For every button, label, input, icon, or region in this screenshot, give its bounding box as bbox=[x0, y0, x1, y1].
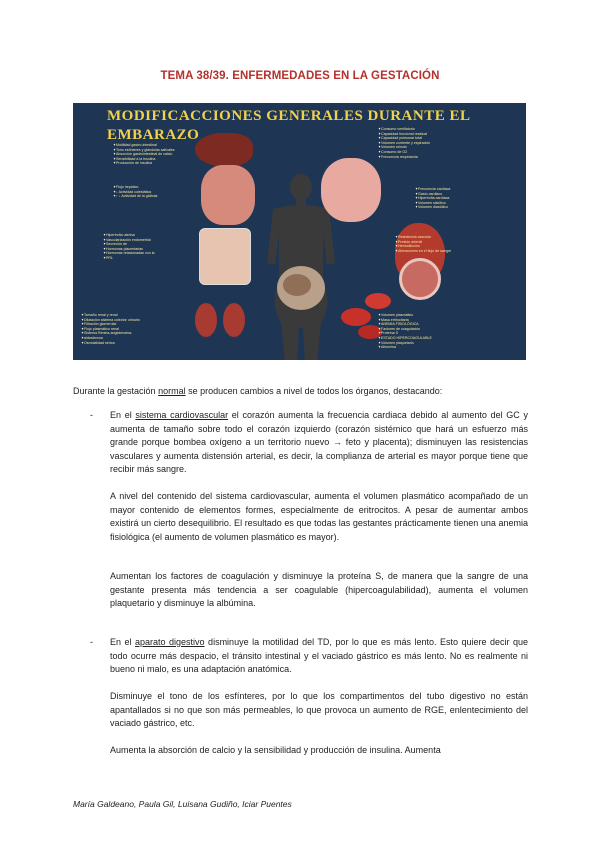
poster-blood-item: ✦ Factores de coagulación bbox=[378, 327, 432, 332]
poster-uterus-list bbox=[103, 233, 155, 261]
poster-blood-item: ✦ Albúmina bbox=[378, 345, 432, 350]
footer-authors: María Galdeano, Paula Gil, Luisana Gudiño, Iciar Puentes bbox=[73, 799, 292, 809]
page-title: TEMA 38/39. ENFERMEDADES EN LA GESTACIÓN bbox=[160, 70, 440, 82]
poster-respiratory-item: ✦ Volumen corriente y espiración bbox=[378, 141, 430, 146]
lungs-illustration bbox=[321, 158, 381, 222]
cell-illustration bbox=[399, 258, 441, 300]
poster-respiratory-item: ✦ Capacidad pulmonar total bbox=[378, 136, 430, 141]
cardio-text: el corazón aumenta la frecuencia cardiaca debido al aumento del GC y aumenta de tamaño sobre todo el corazón izquierdo (corazón sistémico que hará un esfuerzo más grande porque bombea oxígeno a un territorio nuevo → feto y placenta); disminuyen las resistencias vasculares y aumenta distensión arterial, es decir, la complianza de arterial es mayor porque tiene que recibir más sangre. bbox=[110, 410, 528, 475]
digestive-paragraph-1 bbox=[110, 636, 528, 677]
poster-title-line-2: EMBARAZO bbox=[107, 127, 200, 143]
poster-kidney-item: ✦ Flujo plasmático renal bbox=[81, 327, 140, 332]
poster-uterus-item: ✦ Secreción de bbox=[103, 242, 155, 247]
poster-respiratory-item: ✦ Consumo de O2 bbox=[378, 150, 430, 155]
kidneys-illustration bbox=[195, 303, 217, 337]
poster-blood-list bbox=[378, 313, 432, 350]
poster-blood-item: ✦ Volumen plasmático bbox=[378, 313, 432, 318]
red-blood-cells-illustration bbox=[341, 308, 371, 326]
poster-kidney-item: ✦ Tamaño renal y renal bbox=[81, 313, 140, 318]
poster-heart-item: ✦ Hipertrofia cardíaca bbox=[415, 196, 450, 201]
red-blood-cell-2-illustration bbox=[365, 293, 391, 309]
poster-kidney-item: ✦ aldosterona bbox=[81, 336, 140, 341]
uterus-fetus-illustration bbox=[199, 228, 251, 285]
poster-kidney-list bbox=[81, 313, 140, 345]
poster-uterus-item: ✦ Hormonas relacionadas con la bbox=[103, 251, 155, 256]
poster-liver-list bbox=[113, 185, 157, 199]
poster-digestive-item: ✦ Sensibilidad a la insulina bbox=[113, 157, 175, 162]
poster-blood-item: ✦ ESTADO HIPERCOAGULABLE bbox=[378, 336, 432, 341]
cardio-paragraph-2: A nivel del contenido del sistema cardiovascular, aumenta el volumen plasmático acompañado de un mayor contenido de elementos formes, especialmente de eritrocitos. A pesar de aumentar ambos existirá un cierto desequilibrio. El resultado es que todas las gestantes prácticamente tienen una anemia fisiológica (el aumento de volumen plasmático es mayor). bbox=[110, 491, 528, 542]
intro-underlined: normal bbox=[158, 386, 186, 396]
poster-blood-item: ✦ Proteína S bbox=[378, 331, 432, 336]
poster-blood-item: ✦ Volumen plaquetario bbox=[378, 341, 432, 346]
cardio-paragraph-3: Aumentan los factores de coagulación y disminuye la proteína S, de manera que la sangre de una gestante presenta más tendencia a ser coagulable (hipercoagulabilidad), aumenta el volumen plaquetario y disminuye la albúmina. bbox=[110, 571, 528, 609]
digestive-prefix: En el bbox=[110, 637, 136, 647]
poster-uterus-item: ✦ Hormonas placentarias bbox=[103, 247, 155, 252]
cardio-underlined: sistema cardiovascular bbox=[135, 410, 229, 420]
infographic-poster bbox=[73, 103, 526, 360]
poster-heart-item: ✦ Volumen sistólico bbox=[415, 201, 450, 206]
poster-kidney-item: ✦ Filtración glomerular bbox=[81, 322, 140, 327]
poster-digestive-item: ✦ Producción de insulina bbox=[113, 161, 175, 166]
poster-vascular-item: ✦ Hemodilución bbox=[395, 244, 451, 249]
cardio-paragraph-1 bbox=[110, 409, 528, 477]
poster-respiratory-list bbox=[378, 127, 430, 159]
intro-sentence bbox=[73, 386, 442, 396]
poster-uterus-item: ✦ Hipertrofia uterina bbox=[103, 233, 155, 238]
poster-blood-item: ✦ Masa eritrocitaria bbox=[378, 318, 432, 323]
poster-kidney-item: ✦ Sistema Renina-angiotensina- bbox=[81, 331, 140, 336]
poster-liver-item: ✦ ↓ Actividad colestática bbox=[113, 190, 157, 195]
poster-respiratory-item: ✦ Volumen minuto bbox=[378, 145, 430, 150]
poster-digestive-item: ✦ Absorción gastrointestinal de calcio bbox=[113, 152, 175, 157]
poster-liver-item: ✦ Flujo hepático bbox=[113, 185, 157, 190]
poster-heart-item: ✦ Volumen diastólico bbox=[415, 205, 450, 210]
poster-kidney-item: ✦ Dilatación sistema colector urinario bbox=[81, 318, 140, 323]
poster-digestive-item: ✦ Motilidad gastro-intestinal bbox=[113, 143, 175, 148]
intro-text: Durante la gestación bbox=[73, 386, 159, 396]
poster-heart-item: ✦ Gasto cardiaco bbox=[415, 192, 450, 197]
poster-respiratory-item: ✦ Capacidad funcional residual bbox=[378, 132, 430, 137]
digestive-paragraph-3: Aumenta la absorción de calcio y la sensibilidad y producción de insulina. Aumenta bbox=[110, 745, 441, 755]
poster-kidney-item: ✦ Osmolalidad sérica bbox=[81, 341, 140, 346]
poster-respiratory-item: ✦ Frecuencia respiratoria bbox=[378, 155, 430, 160]
digestive-paragraph-2: Disminuye el tono de los esfínteres, por lo que los compartimentos del tubo digestivo no están apantallados si no que son más permeables, lo que provoca un aumento de RGE, enlentecimiento del vaciado gástrico, etc. bbox=[110, 691, 528, 729]
poster-liver-item: ✦ ↑ ↓ Actividad de la gálbula bbox=[113, 194, 157, 199]
intestines-illustration bbox=[201, 165, 255, 225]
bullet-dash: - bbox=[90, 410, 93, 420]
poster-blood-item: ✦ ANEMIA FISIOLÓGICA bbox=[378, 322, 432, 327]
poster-heart-item: ✦ Frecuencia cardiaca bbox=[415, 187, 450, 192]
poster-digestive-item: ✦ Tono esfínteres y glándulas salivales bbox=[113, 148, 175, 153]
digestive-underlined: aparato digestivo bbox=[135, 637, 205, 647]
intro-text-end: se producen cambios a nivel de todos los órganos, destacando: bbox=[185, 386, 443, 396]
poster-vascular-item: ✦ Presión arterial bbox=[395, 240, 451, 245]
poster-uterus-item: ✦ PRL bbox=[103, 256, 155, 261]
poster-digestive-list bbox=[113, 143, 175, 166]
poster-vascular-item: ✦ Alteraciones en el flujo de sangre bbox=[395, 249, 451, 254]
liver-illustration bbox=[195, 133, 253, 167]
digestive-text: disminuye la motilidad del TD, por lo que es más lento. Esto quiere decir que todo ocurre más despacio, el tránsito intestinal y el vaciado gástrico es más lento. No es realmente ni bueno ni malo, es una adaptación anatómica. bbox=[110, 637, 529, 675]
poster-title-line-1: MODIFICACCIONES GENERALES DURANTE EL bbox=[107, 108, 471, 124]
poster-heart-list bbox=[415, 187, 450, 210]
poster-vascular-item: ✦ Resistencia vascular bbox=[395, 235, 451, 240]
bullet-dash: - bbox=[90, 637, 93, 647]
poster-uterus-item: ✦ Vascularización endometrial bbox=[103, 238, 155, 243]
poster-vascular-list bbox=[395, 235, 451, 253]
kidney-right-illustration bbox=[223, 303, 245, 337]
cardio-prefix: En el bbox=[110, 410, 136, 420]
poster-respiratory-item: ✦ Consumo ventilatorio bbox=[378, 127, 430, 132]
